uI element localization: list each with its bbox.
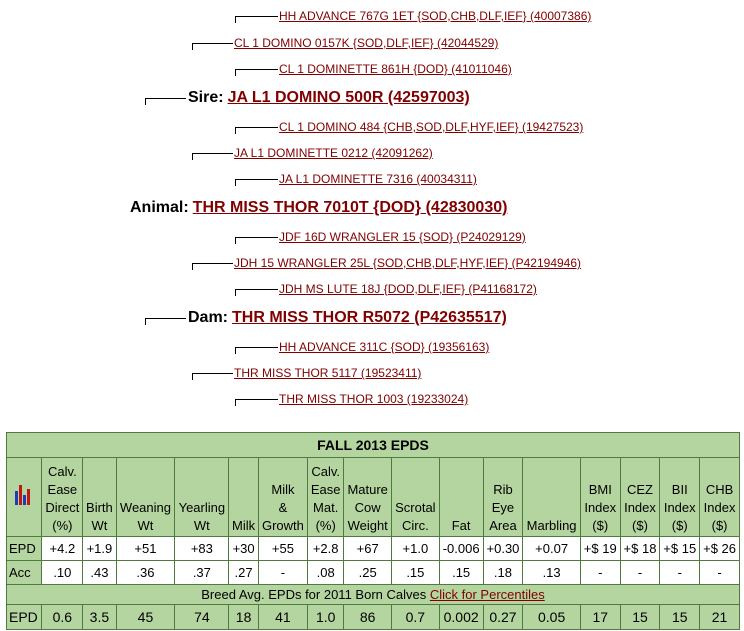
pedigree-connector	[235, 399, 278, 406]
accuracy-value-cell: .27	[229, 561, 258, 585]
epd-column-header-line: Eye	[491, 500, 515, 515]
sire-sire-sire-link[interactable]: HH ADVANCE 767G 1ET {SOD,CHB,DLF,IEF} (40007386)	[279, 9, 592, 23]
epd-column-header-line: ($)	[711, 518, 728, 533]
pedigree-connector	[145, 98, 186, 105]
epd-column-header-line: (%)	[52, 518, 73, 533]
epd-value-cell: +$ 19	[580, 537, 620, 561]
sire-sire-link[interactable]: CL 1 DOMINO 0157K {SOD,DLF,IEF} (42044529)	[234, 36, 499, 50]
breed-average-value-cell: 0.6	[42, 605, 83, 630]
animal-link[interactable]: THR MISS THOR 7010T {DOD} (42830030)	[192, 199, 508, 216]
accuracy-value-cell: .15	[392, 561, 440, 585]
accuracy-value-cell: .43	[83, 561, 116, 585]
epd-value-cell: +67	[344, 537, 392, 561]
epd-column-header-line: Index	[624, 500, 656, 515]
epd-value-cell: +51	[116, 537, 175, 561]
dam-label: Dam:	[188, 309, 229, 326]
pedigree-sire-dam	[234, 146, 433, 160]
accuracy-value-cell: -	[700, 561, 740, 585]
epd-column-header-line: Milk	[232, 518, 256, 533]
epd-column-header	[392, 458, 440, 537]
accuracy-row	[7, 561, 740, 585]
breed-average-value-cell: 18	[229, 605, 258, 630]
breed-average-value-cell: 0.002	[439, 605, 483, 630]
pedigree-connector	[192, 43, 233, 50]
epd-column-header-line: Weaning	[119, 500, 171, 515]
epd-column-header	[620, 458, 660, 537]
epd-column-header-line: Birth	[86, 500, 113, 515]
pedigree-connector	[235, 127, 278, 134]
epd-column-header-line: Mature	[347, 482, 388, 497]
breed-average-row	[7, 605, 740, 630]
epd-column-header-line: Calv.	[48, 464, 77, 479]
breed-average-value-cell: 45	[116, 605, 175, 630]
epd-table	[6, 432, 740, 630]
epd-column-header-line: Circ.	[401, 518, 429, 533]
epd-column-header-line: CHB	[705, 482, 734, 497]
epd-column-header-line: Rib	[493, 482, 513, 497]
epd-column-header	[116, 458, 175, 537]
acc-row-label: Acc	[7, 561, 42, 585]
accuracy-value-cell: .15	[439, 561, 483, 585]
epd-column-header-line: Marbling	[526, 518, 577, 533]
epd-column-header	[439, 458, 483, 537]
pedigree-sire-dam-sire	[279, 120, 583, 134]
epd-value-cell: +1.0	[392, 537, 440, 561]
accuracy-value-cell: -	[258, 561, 307, 585]
bar-chart-icon[interactable]	[7, 458, 42, 537]
epd-value-cell: +0.30	[483, 537, 523, 561]
epd-column-header-line: BMI	[588, 482, 612, 497]
epd-column-header-line: Growth	[261, 518, 304, 533]
epd-value-cell: +$ 18	[620, 537, 660, 561]
pedigree-sire-dam-dam	[279, 172, 477, 186]
epd-column-header-line: (%)	[315, 518, 336, 533]
breed-average-value-cell: 41	[258, 605, 307, 630]
dam-sire-dam-link[interactable]: JDH MS LUTE 18J {DOD,DLF,IEF} (P41168172)	[279, 282, 537, 296]
pedigree-connector	[145, 318, 186, 325]
sire-dam-sire-link[interactable]: CL 1 DOMINO 484 {CHB,SOD,DLF,HYF,IEF} (19427523)	[279, 120, 584, 134]
epd-column-header	[580, 458, 620, 537]
accuracy-value-cell: .13	[523, 561, 581, 585]
pedigree-dam	[188, 309, 507, 327]
accuracy-value-cell: -	[580, 561, 620, 585]
pedigree-connector	[192, 263, 233, 270]
epd-column-header	[258, 458, 307, 537]
epd-value-cell: +1.9	[83, 537, 116, 561]
epd-column-header	[344, 458, 392, 537]
epd-column-header-line: Wt	[137, 518, 154, 533]
breed-average-value-cell: 0.7	[392, 605, 440, 630]
sire-dam-link[interactable]: JA L1 DOMINETTE 0212 (42091262)	[234, 146, 433, 160]
pedigree-connector	[192, 153, 233, 160]
dam-dam-link[interactable]: THR MISS THOR 5117 (19523411)	[234, 366, 422, 380]
pedigree-animal	[130, 199, 507, 217]
epd-row-label: EPD	[7, 537, 42, 561]
breed-average-value-cell: 15	[620, 605, 660, 630]
epd-value-cell: +83	[175, 537, 229, 561]
epd-column-header-line: Index	[703, 500, 736, 515]
sire-dam-dam-link[interactable]: JA L1 DOMINETTE 7316 (40034311)	[279, 172, 477, 186]
pedigree-dam-sire	[234, 256, 581, 270]
breed-average-value-cell: 74	[175, 605, 229, 630]
epd-value-cell: +$ 26	[700, 537, 740, 561]
dam-sire-link[interactable]: JDH 15 WRANGLER 25L {SOD,CHB,DLF,HYF,IEF} (P42194946)	[234, 256, 582, 270]
epd-column-header-line: Wt	[193, 518, 210, 533]
epd-value-cell: +$ 15	[660, 537, 700, 561]
epd-column-header-line: ($)	[592, 518, 609, 533]
sire-sire-dam-link[interactable]: CL 1 DOMINETTE 861H {DOD} (41011046)	[279, 62, 512, 76]
breed-average-caption	[7, 585, 740, 605]
breed-average-value-cell: 17	[580, 605, 620, 630]
epd-value-cell: +55	[258, 537, 307, 561]
epd-value-cell: +30	[229, 537, 258, 561]
epd-values-row	[7, 537, 740, 561]
epd-column-header-line: ($)	[632, 518, 648, 533]
epd-header-row	[7, 458, 740, 537]
epd-column-header-line: Calv.	[311, 464, 340, 479]
epd-column-header-line: Yearling	[178, 500, 226, 515]
epd-column-header-line: Direct	[45, 500, 80, 515]
pedigree-dam-sire-dam	[279, 282, 537, 296]
epd-column-header-line: Ease	[47, 482, 78, 497]
epd-column-header-line: Index	[584, 500, 617, 515]
accuracy-value-cell: .10	[42, 561, 83, 585]
accuracy-value-cell: -	[620, 561, 660, 585]
epd-column-header	[308, 458, 344, 537]
breed-average-value-cell: 3.5	[83, 605, 116, 630]
epd-column-header-line: Ease	[310, 482, 341, 497]
dam-dam-sire-link[interactable]: HH ADVANCE 311C {SOD} (19356163)	[279, 340, 490, 354]
pedigree-connector	[235, 16, 278, 23]
epd-column-header-line: Cow	[354, 500, 381, 515]
breed-average-value-cell: 15	[660, 605, 700, 630]
percentiles-link[interactable]: Click for Percentiles	[429, 587, 545, 602]
breed-average-value-cell: 21	[700, 605, 740, 630]
epd-column-header	[83, 458, 116, 537]
pedigree-connector	[235, 289, 278, 296]
pedigree-connector	[235, 237, 278, 244]
accuracy-value-cell: .08	[308, 561, 344, 585]
epd-column-header-line: Weight	[347, 518, 388, 533]
epd-table-title: FALL 2013 EPDS	[7, 433, 740, 458]
pedigree-connector	[235, 179, 278, 186]
animal-label: Animal:	[130, 199, 189, 216]
epd-column-header	[700, 458, 740, 537]
sire-link[interactable]: JA L1 DOMINO 500R (42597003)	[227, 89, 470, 106]
epd-column-header	[523, 458, 581, 537]
epd-column-header-line: Wt	[91, 518, 108, 533]
sire-label: Sire:	[188, 89, 224, 106]
epd-column-header-line: &	[278, 500, 288, 515]
epd-column-header-line: CEZ	[627, 482, 653, 497]
epd-column-header-line: Index	[663, 500, 696, 515]
pedigree-sire-sire-sire	[279, 9, 591, 23]
epd-value-cell: -0.006	[439, 537, 483, 561]
epd-column-header-line: Fat	[451, 518, 471, 533]
pedigree-connector	[192, 373, 233, 380]
avg-row-label: EPD	[7, 605, 42, 630]
breed-average-value-cell: 86	[344, 605, 392, 630]
accuracy-value-cell: .36	[116, 561, 175, 585]
epd-column-header	[175, 458, 229, 537]
epd-column-header-line: Mat.	[313, 500, 339, 515]
epd-column-header-line: Area	[489, 518, 517, 533]
pedigree-connector	[235, 347, 278, 354]
epd-value-cell: +2.8	[308, 537, 344, 561]
pedigree-dam-dam-sire	[279, 340, 489, 354]
pedigree-dam-dam-dam	[279, 392, 468, 406]
dam-dam-dam-link[interactable]: THR MISS THOR 1003 (19233024)	[279, 392, 469, 406]
pedigree-sire-sire-dam	[279, 62, 512, 76]
epd-column-header-line: Milk	[271, 482, 295, 497]
epd-column-header	[42, 458, 83, 537]
epd-column-header-line: Scrotal	[395, 500, 436, 515]
epd-value-cell: +4.2	[42, 537, 83, 561]
dam-sire-sire-link[interactable]: JDF 16D WRANGLER 15 {SOD} (P24029129)	[279, 230, 526, 244]
breed-average-value-cell: 0.05	[523, 605, 581, 630]
pedigree-sire-sire	[234, 36, 498, 50]
pedigree-sire	[188, 89, 470, 107]
pedigree-dam-dam	[234, 366, 421, 380]
epd-column-header	[660, 458, 700, 537]
pedigree-connector	[235, 69, 278, 76]
breed-average-value-cell: 0.27	[483, 605, 523, 630]
pedigree-dam-sire-sire	[279, 230, 526, 244]
accuracy-value-cell: .25	[344, 561, 392, 585]
epd-value-cell: +0.07	[523, 537, 581, 561]
accuracy-value-cell: .18	[483, 561, 523, 585]
accuracy-value-cell: .37	[175, 561, 229, 585]
epd-column-header	[229, 458, 258, 537]
epd-column-header-line: BII	[671, 482, 688, 497]
breed-average-value-cell: 1.0	[308, 605, 344, 630]
dam-link[interactable]: THR MISS THOR R5072 (P42635517)	[232, 309, 507, 326]
epd-column-header-line: ($)	[671, 518, 688, 533]
breed-average-text: Breed Avg. EPDs for 2011 Born Calves	[201, 587, 427, 602]
epd-column-header	[483, 458, 523, 537]
accuracy-value-cell: -	[660, 561, 700, 585]
